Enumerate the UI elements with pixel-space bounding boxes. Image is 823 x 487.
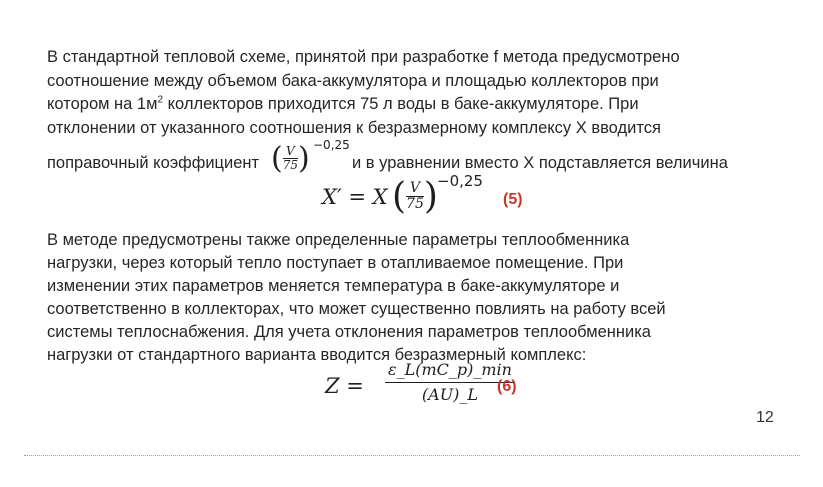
equation6-denominator: (AU)_L — [421, 385, 479, 404]
equation5-lhs: X′ = X — [322, 185, 388, 209]
paragraph2-line2: нагрузки, через который тепло поступает в отапливаемое помещение. При — [47, 254, 624, 272]
paragraph1-line2: соотношение между объемом бака-аккумулятора и площадью коллекторов при — [47, 72, 659, 90]
paragraph2-line5: системы теплоснабжения. Для учета отклонения параметров теплообменника — [47, 323, 651, 341]
superscript-2: 2 — [157, 94, 164, 106]
equation5-number: (5) — [503, 191, 523, 208]
paragraph2-line1: В методе предусмотрены также определенные параметры теплообменника — [47, 231, 630, 249]
equation6-lhs: Z = — [325, 374, 364, 398]
paragraph1-line4: отклонении от указанного соотношения к безразмерному комплексу X вводится — [47, 119, 661, 137]
paragraph2-line3: изменении этих параметров меняется температура в баке-аккумуляторе и — [47, 277, 620, 295]
paragraph2-line6: нагрузки от стандартного варианта вводится безразмерный комплекс: — [47, 346, 587, 364]
equation5-fraction: ( $\frac{V}{75}$ ) — [392, 176, 438, 217]
equation5-numerator: V — [406, 181, 424, 197]
page-number: 12 — [756, 409, 774, 426]
paragraph1-line5-pre: поправочный коэффициент — [47, 154, 260, 172]
paragraph1-line3 — [47, 93, 639, 115]
paragraph2-line4: соответственно в коллекторах, что может существенно повлиять на работу всей — [47, 300, 666, 318]
inline-formula: ( $\frac{V}{75}$ ) — [271, 141, 310, 176]
paragraph1-line3-pre: котором на 1м — [47, 95, 158, 113]
paragraph1-line5-post: и в уравнении вместо X подставляется величина — [352, 154, 728, 172]
equation5-exponent: −0,25 — [437, 172, 483, 190]
equation6-numerator: ε_L(mC_p)_min — [385, 360, 515, 383]
inline-fraction-denominator: 75 — [282, 157, 298, 172]
inline-formula-exponent: −0,25 — [313, 138, 350, 152]
paragraph1-line1: В стандартной тепловой схеме, принятой при разработке f метода предусмотрено — [47, 48, 680, 66]
equation6-number: (6) — [497, 378, 517, 395]
inline-fraction-numerator: V — [283, 145, 298, 159]
equation6-fraction — [385, 360, 515, 405]
equation5-denominator: 75 — [406, 195, 424, 212]
footer-divider — [24, 455, 800, 456]
paragraph1-line3-post: коллекторов приходится 75 л воды в баке-аккумуляторе. При — [163, 95, 639, 113]
